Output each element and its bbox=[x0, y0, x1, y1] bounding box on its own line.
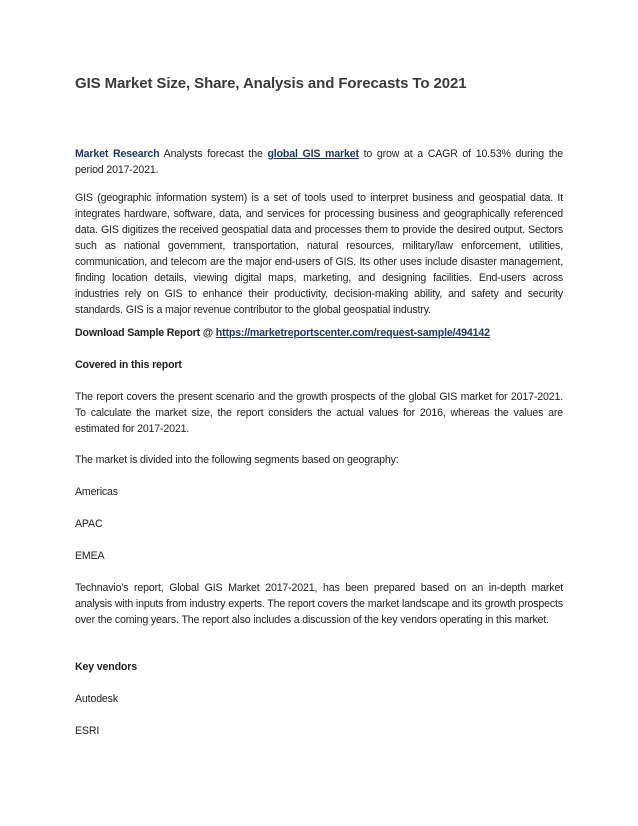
intro-text-2: to grow at a CAGR of 10.53% during the period 2017-2021. bbox=[75, 148, 564, 176]
vendors-heading: Key vendors bbox=[75, 661, 137, 673]
intro-text-1: Analysts forecast the bbox=[159, 148, 268, 160]
intro-paragraph bbox=[75, 146, 563, 178]
global-gis-market-link[interactable]: global GIS market bbox=[267, 148, 359, 160]
download-sample-link[interactable]: https://marketreportscenter.com/request-sample/494142 bbox=[215, 327, 490, 339]
intro-lead: Market Research bbox=[75, 148, 160, 160]
covered-heading: Covered in this report bbox=[75, 359, 182, 371]
technavio-paragraph: Technavio's report, Global GIS Market 2017-2021, has been prepared based on an in-depth market analysis with inputs from industry experts. The report covers the market landscape and its growth prospects over the coming years. The report also includes a discussion of the key vendors operating in this market. bbox=[75, 582, 563, 626]
covered-paragraph: The report covers the present scenario and the growth prospects of the global GIS market for 2017-2021. To calculate the market size, the report considers the actual values for 2016, whereas the values are estimated for 2017-2021. bbox=[75, 391, 563, 435]
description-paragraph: GIS (geographic information system) is a set of tools used to interpret business and geospatial data. It integrates hardware, software, data, and services for processing business and geographically referenced data. GIS digitizes the received geospatial data and processes them to provide the desired output. Sectors such as national government, transportation, natural resources, military/law enforcement, utilities, communication, and telecom are the major end-users of GIS. Its other uses include disaster management, finding location details, viewing digital maps, marketing, and designing facilities. End-users across industries rely on GIS to enhance their productivity, decision-making ability, and safety and security standards. GIS is a major revenue contributor to the global geospatial industry. bbox=[75, 192, 563, 316]
vendor-item: ESRI bbox=[75, 725, 100, 737]
segment-item: Americas bbox=[75, 486, 118, 498]
vendor-item: Autodesk bbox=[75, 693, 118, 705]
segment-item: EMEA bbox=[75, 550, 105, 562]
segment-item: APAC bbox=[75, 518, 103, 530]
document-title: GIS Market Size, Share, Analysis and Forecasts To 2021 bbox=[75, 75, 467, 92]
download-line bbox=[75, 325, 563, 341]
download-label: Download Sample Report @ bbox=[75, 327, 216, 339]
segments-intro: The market is divided into the following segments based on geography: bbox=[75, 454, 399, 466]
